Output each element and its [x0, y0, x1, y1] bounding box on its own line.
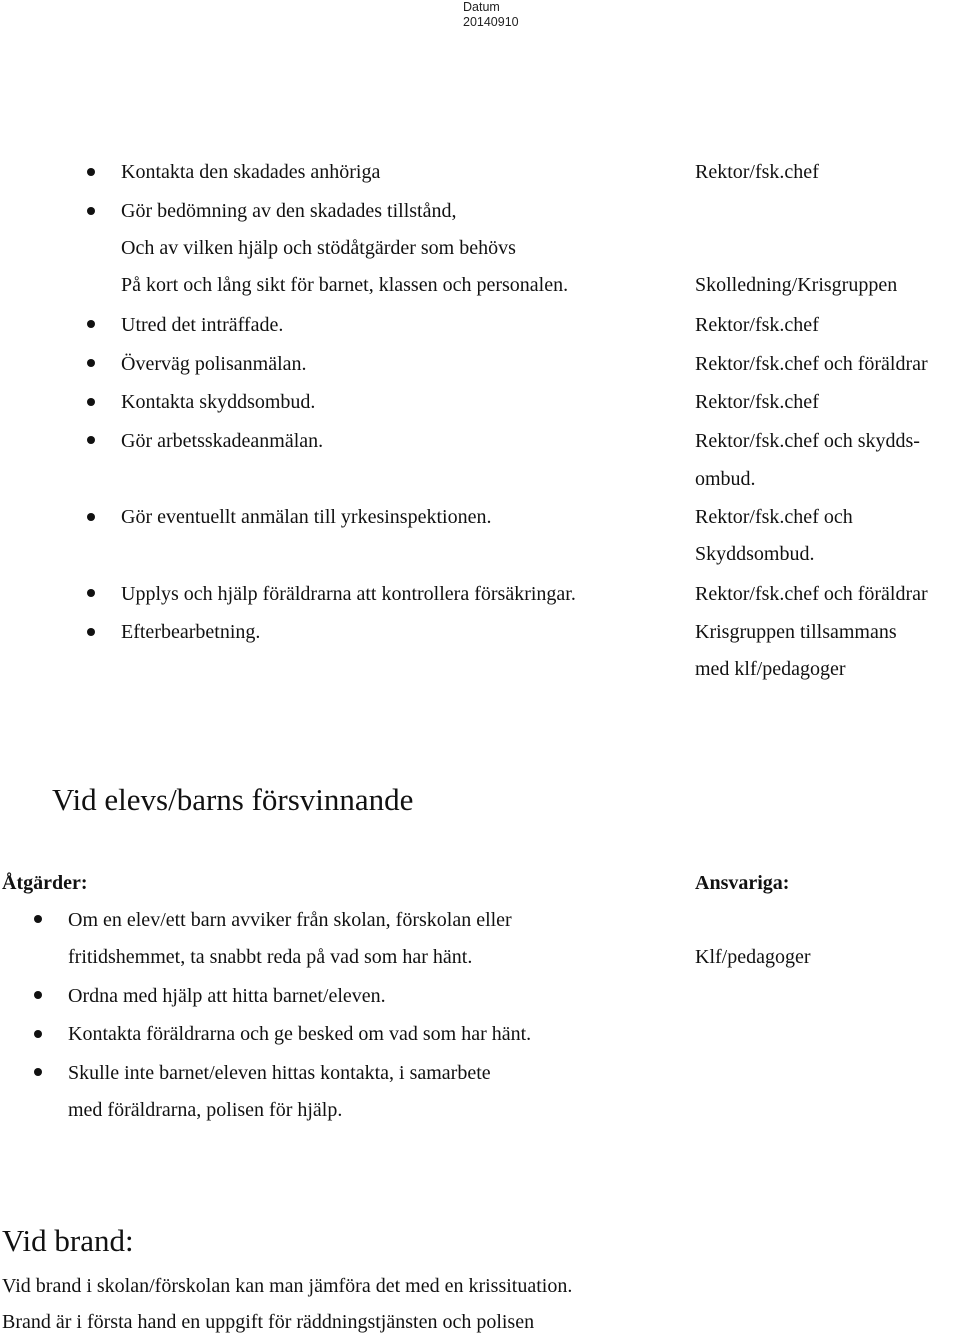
s1-item-5: Kontakta skyddsombud.	[121, 391, 316, 413]
s2-responsible: Klf/pedagoger	[695, 946, 811, 968]
bullet-icon	[87, 628, 95, 636]
bullet-icon	[34, 1030, 42, 1038]
s1-resp-7-line2: Skyddsombud.	[695, 543, 815, 565]
s1-resp-7-line1: Rektor/fsk.chef och	[695, 506, 853, 528]
section3-title: Vid brand:	[2, 1223, 134, 1258]
s1-item-2-line2: Och av vilken hjälp och stödåtgärder som behövs	[121, 237, 516, 259]
bullet-icon	[87, 513, 95, 521]
s2-item-4-line1: Skulle inte barnet/eleven hittas kontakta, i samarbete	[68, 1062, 491, 1084]
s1-resp-6-line1: Rektor/fsk.chef och skydds-	[695, 430, 920, 452]
actions-column-header: Åtgärder:	[2, 872, 88, 894]
s3-line-1: Vid brand i skolan/förskolan kan man jämföra det med en krissituation.	[2, 1275, 573, 1297]
s1-item-2-line3: På kort och lång sikt för barnet, klassen och personalen.	[121, 274, 569, 296]
bullet-icon	[87, 207, 95, 215]
s1-item-3: Utred det inträffade.	[121, 314, 284, 336]
s1-item-6: Gör arbetsskadeanmälan.	[121, 430, 324, 452]
s1-resp-3: Rektor/fsk.chef	[695, 314, 819, 336]
s1-resp-6-line2: ombud.	[695, 468, 756, 490]
bullet-icon	[87, 359, 95, 367]
s1-item-8: Upplys och hjälp föräldrarna att kontrollera försäkringar.	[121, 583, 576, 605]
bullet-icon	[87, 398, 95, 406]
s2-item-2: Ordna med hjälp att hitta barnet/eleven.	[68, 985, 386, 1007]
s2-item-4-line2: med föräldrarna, polisen för hjälp.	[68, 1099, 343, 1121]
s2-item-3: Kontakta föräldrarna och ge besked om vad som har hänt.	[68, 1023, 532, 1045]
s1-item-4: Överväg polisanmälan.	[121, 353, 307, 375]
s1-resp-4: Rektor/fsk.chef och föräldrar	[695, 353, 928, 375]
s1-resp-8: Rektor/fsk.chef och föräldrar	[695, 583, 928, 605]
bullet-icon	[87, 589, 95, 597]
bullet-icon	[87, 320, 95, 328]
header-datum-value: 20140910	[463, 15, 519, 29]
s3-line-2: Brand är i första hand en uppgift för räddningstjänsten och polisen	[2, 1311, 535, 1333]
s1-item-9: Efterbearbetning.	[121, 621, 261, 643]
s1-item-2-line1: Gör bedömning av den skadades tillstånd,	[121, 200, 457, 222]
s2-item-1-line1: Om en elev/ett barn avviker från skolan, förskolan eller	[68, 909, 512, 931]
bullet-icon	[34, 1068, 42, 1076]
s1-resp-9-line1: Krisgruppen tillsammans	[695, 621, 897, 643]
s1-resp-9-line2: med klf/pedagoger	[695, 658, 846, 680]
s1-resp-1: Rektor/fsk.chef	[695, 161, 819, 183]
s1-resp-2: Skolledning/Krisgruppen	[695, 274, 898, 296]
section2-title: Vid elevs/barns försvinnande	[52, 782, 414, 817]
bullet-icon	[87, 436, 95, 444]
s2-item-1-line2: fritidshemmet, ta snabbt reda på vad som har hänt.	[68, 946, 473, 968]
s1-item-1: Kontakta den skadades anhöriga	[121, 161, 381, 183]
header-datum-label: Datum	[463, 0, 500, 14]
bullet-icon	[34, 915, 42, 923]
s1-item-7: Gör eventuellt anmälan till yrkesinspektionen.	[121, 506, 492, 528]
s1-resp-5: Rektor/fsk.chef	[695, 391, 819, 413]
bullet-icon	[34, 991, 42, 999]
bullet-icon	[87, 168, 95, 176]
responsible-column-header: Ansvariga:	[695, 872, 790, 894]
